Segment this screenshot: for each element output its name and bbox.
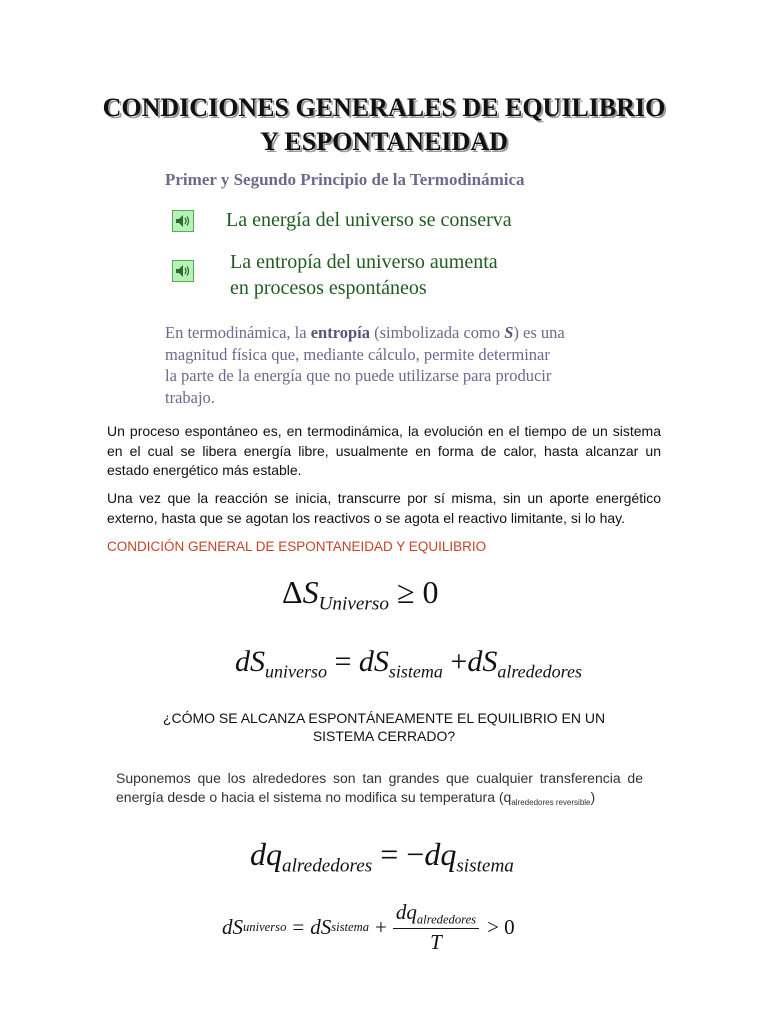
entropy-definition — [165, 322, 565, 408]
entropy-def-bold: entropía — [310, 323, 370, 342]
paragraph-suppose — [116, 769, 643, 812]
eq2-sub1: universo — [265, 661, 327, 682]
principle-entropy — [230, 249, 498, 301]
suppose-text: Suponemos que los alrededores son tan grandes que cualquier transferencia de energía desde o hacia el sistema no modifica su temperatura (q — [116, 770, 643, 805]
entropy-def-symbol: S — [504, 323, 514, 342]
eq3-dq2: dq — [424, 836, 457, 872]
question-heading — [0, 709, 768, 745]
page-title-line1: CONDICIONES GENERALES DE EQUILIBRIO — [102, 93, 666, 122]
paragraph-reaction: Una vez que la reacción se inicia, transcurre por sí misma, sin un aporte energético externo, hasta que se agotan los reactivos o se agota el reactivo limitante, si lo hay. — [107, 490, 661, 526]
eq3-sub2: sistema — [456, 855, 514, 877]
speaker-icon[interactable] — [172, 260, 194, 282]
principle-entropy-line2: en procesos espontáneos — [230, 277, 427, 299]
eq3-eq: = − — [380, 836, 425, 872]
eq3-sub1: alrededores — [282, 855, 373, 877]
eq2-ds3: dS — [467, 645, 498, 678]
eq4-num-dq: dq — [395, 900, 417, 924]
eq1-rel: ≥ 0 — [396, 574, 439, 610]
entropy-def-post: ) es una magnitud física que, mediante cálculo, permite determinar la parte de la energía que no puede utilizarse para producir trabajo. — [165, 323, 565, 407]
eq4-plus: + — [375, 915, 387, 940]
entropy-def-pre: En termodinámica, la — [165, 323, 311, 342]
speaker-icon[interactable] — [172, 210, 194, 232]
eq2-ds1: dS — [235, 645, 265, 678]
eq2-eq: = — [334, 645, 352, 678]
eq4-ds1: dS — [222, 915, 243, 940]
subtitle: Primer y Segundo Principio de la Termodinámica — [165, 170, 525, 189]
eq4-ds2: dS — [310, 915, 332, 940]
eq2-ds2: dS — [358, 645, 389, 678]
question-line1: ¿CÓMO SE ALCANZA ESPONTÁNEAMENTE EL EQUILIBRIO EN UN — [162, 710, 606, 726]
principle-entropy-line1: La entropía del universo aumenta — [230, 251, 498, 273]
eq4-fraction — [393, 900, 479, 955]
equation-dq — [250, 836, 514, 878]
condition-heading: CONDICIÓN GENERAL DE ESPONTANEIDAD Y EQUILIBRIO — [107, 539, 487, 554]
paragraph-spontaneous: Un proceso espontáneo es, en termodinámica, la evolución en el tiempo de un sistema en el cual se libera energía libre, usualmente en forma de calor, hasta alcanzar un estado energético más estable. — [107, 423, 661, 478]
suppose-sub: alrededores reversible — [511, 798, 591, 807]
principle-energy: La energía del universo se conserva — [226, 209, 512, 231]
eq1-s: S — [302, 574, 319, 610]
eq4-sub1: universo — [243, 920, 287, 935]
eq2-plus: + — [450, 645, 468, 678]
entropy-def-mid: (simbolizada como — [369, 323, 505, 342]
eq4-rel: > 0 — [487, 915, 515, 940]
eq4-num-sub: alrededores — [416, 912, 477, 927]
page-title-line2: Y ESPONTANEIDAD — [260, 127, 508, 156]
eq1-delta: Δ — [282, 574, 303, 610]
equation-ds-sum — [235, 645, 582, 682]
eq4-sub2: sistema — [331, 920, 369, 935]
eq2-sub3: alrededores — [497, 661, 582, 682]
eq4-numerator — [393, 900, 479, 929]
eq4-denominator: T — [430, 930, 442, 955]
eq3-dq1: dq — [250, 836, 282, 872]
suppose-close: ) — [590, 789, 596, 805]
eq4-eq: = — [292, 915, 305, 940]
question-line2: SISTEMA CERRADO? — [312, 728, 456, 744]
equation-ds-universe-positive — [222, 900, 515, 955]
equation-entropy-universe — [282, 574, 438, 616]
eq2-sub2: sistema — [388, 661, 443, 682]
eq1-sub: Universo — [318, 593, 389, 615]
